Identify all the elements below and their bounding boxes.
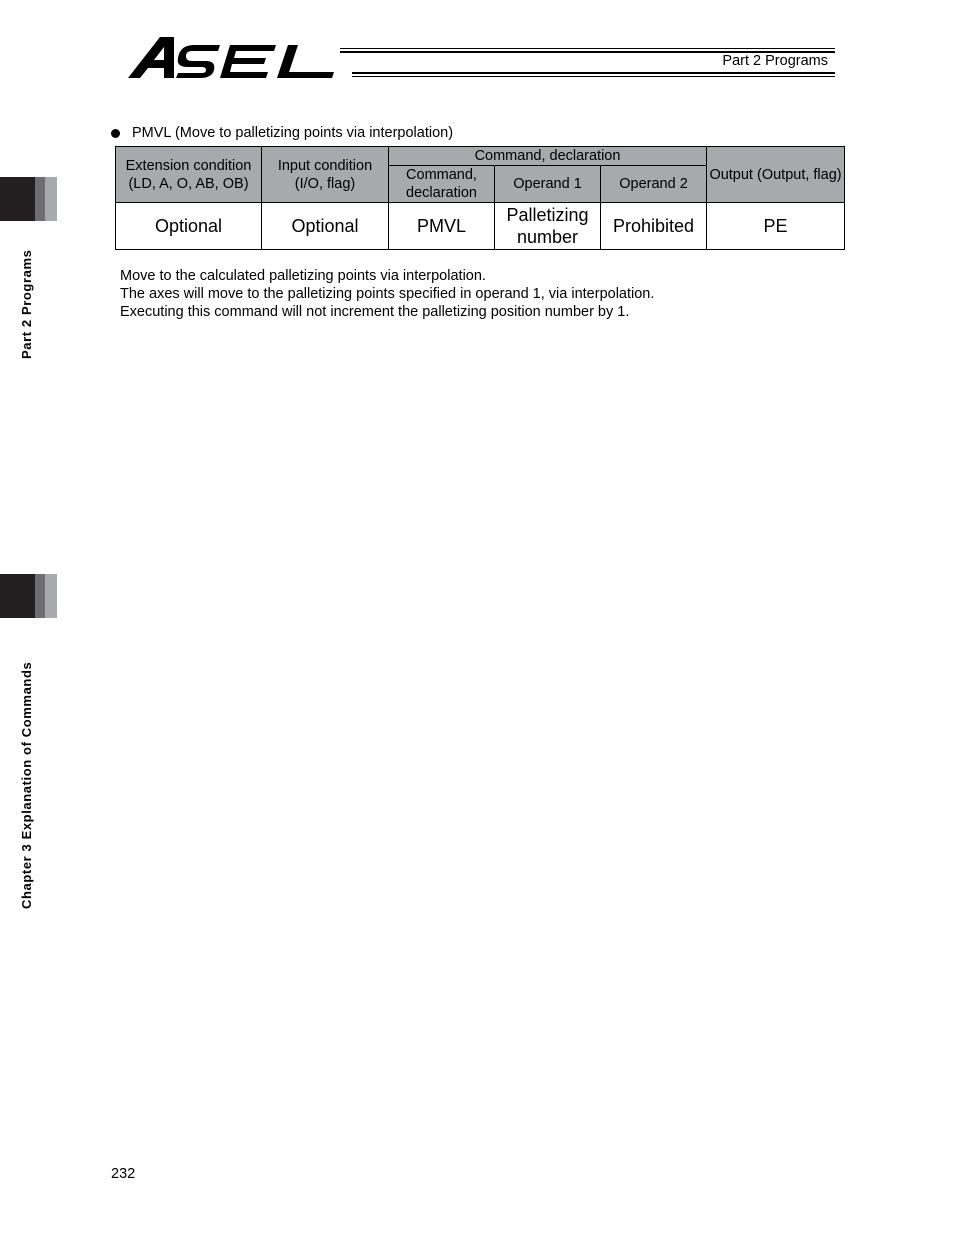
command-heading-text: PMVL (Move to palletizing points via interpolation) [132, 125, 454, 141]
description-line: Executing this command will not increment the palletizing position number by 1. [120, 304, 630, 320]
header-operand2: Operand 2 [601, 166, 707, 203]
header-rule [352, 76, 835, 77]
header-output: Output (Output, flag) [707, 147, 845, 203]
side-label-part: Part 2 Programs [19, 249, 34, 359]
side-label-chapter: Chapter 3 Explanation of Commands [19, 661, 34, 909]
cell-operand2: Prohibited [601, 203, 707, 250]
side-tab-marker [0, 574, 58, 618]
command-heading [111, 125, 453, 141]
header-input-condition: Input condition (I/O, flag) [262, 147, 389, 203]
header-command-group: Command, declaration [389, 147, 707, 166]
cell-operand1: Palletizing number [495, 203, 601, 250]
header-section-title: Part 2 Programs [722, 53, 828, 69]
asel-logo [126, 34, 348, 80]
bullet-icon [111, 129, 120, 138]
side-tab-marker [0, 177, 58, 221]
cell-extension-condition: Optional [116, 203, 262, 250]
header-rule [352, 72, 835, 74]
header-operand1: Operand 1 [495, 166, 601, 203]
header-extension-condition: Extension condition (LD, A, O, AB, OB) [116, 147, 262, 203]
description-line: The axes will move to the palletizing points specified in operand 1, via interpolation. [120, 286, 655, 302]
cell-output: PE [707, 203, 845, 250]
table-row [116, 203, 845, 250]
header-command: Command, declaration [389, 166, 495, 203]
command-table [115, 146, 845, 250]
header-rule [340, 48, 835, 49]
command-description [120, 267, 654, 321]
cell-command: PMVL [389, 203, 495, 250]
page-number: 232 [111, 1166, 136, 1182]
cell-input-condition: Optional [262, 203, 389, 250]
description-line: Move to the calculated palletizing points via interpolation. [120, 268, 486, 284]
